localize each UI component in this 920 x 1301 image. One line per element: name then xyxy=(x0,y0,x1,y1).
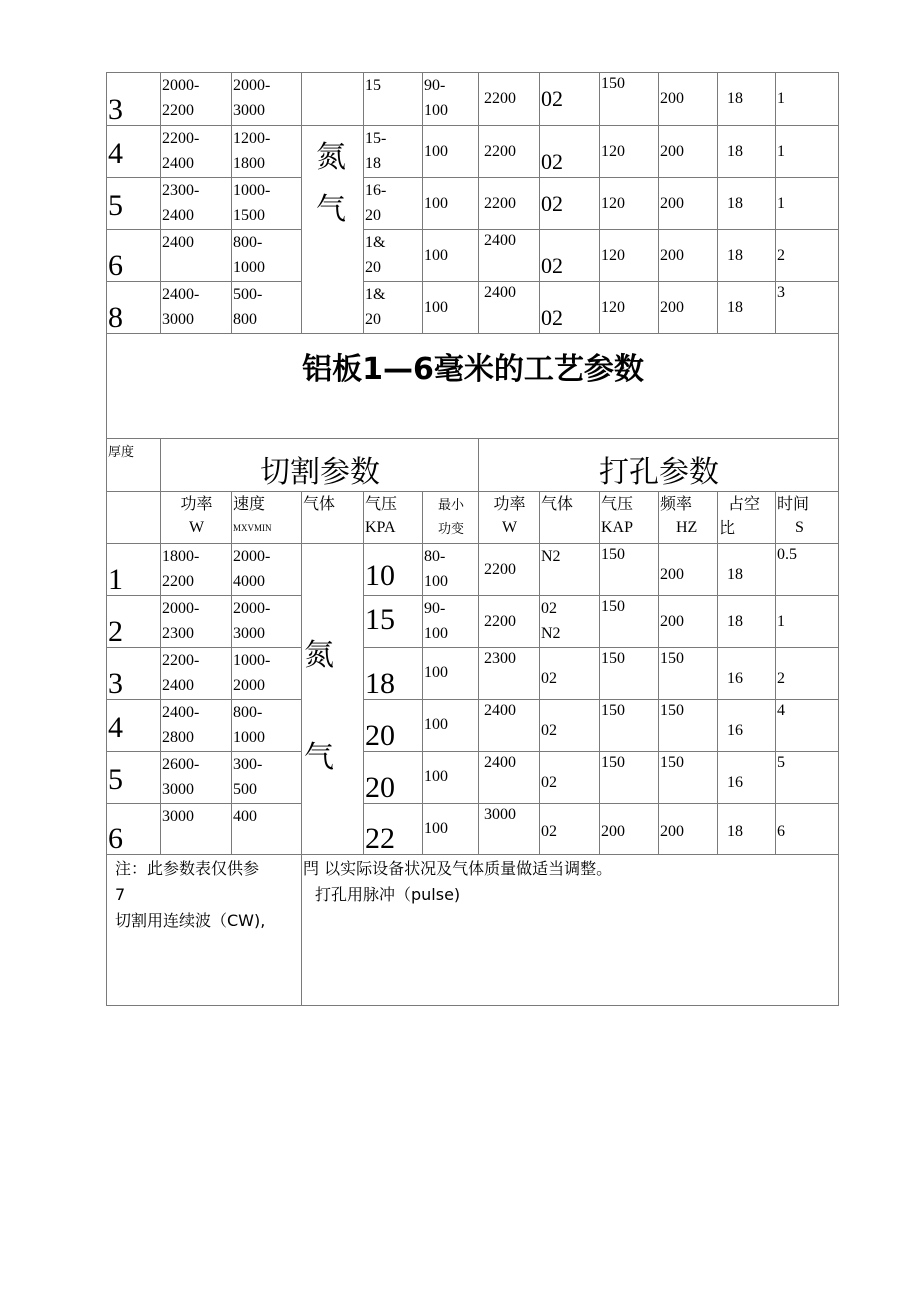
min-focus-value: 100 xyxy=(424,298,448,316)
pressure-value: 20 xyxy=(365,207,381,224)
gas-label-char: 气 xyxy=(316,192,346,227)
column-unit: S xyxy=(795,519,804,536)
power-value: 2000- xyxy=(162,77,200,94)
speed-value: 800- xyxy=(233,704,263,721)
pierce-power-value: 2200 xyxy=(484,612,516,630)
pressure-value: 15 xyxy=(365,603,395,636)
gas-label-char: 氮 xyxy=(316,140,346,175)
thickness-value: 1 xyxy=(108,563,123,596)
pierce-gas-value: 02 xyxy=(541,86,563,111)
power-value: 2000- xyxy=(162,600,200,617)
time-value: 1 xyxy=(777,90,785,107)
pierce-gas-value: 02 xyxy=(541,149,563,174)
pierce-power-value: 2200 xyxy=(484,90,516,107)
gas-cell-nitrogen xyxy=(302,126,364,334)
min-focus-value: 90- xyxy=(424,77,446,94)
frequency-value: 150 xyxy=(660,702,684,719)
pressure-value: 1& xyxy=(365,234,386,251)
speed-value: 300- xyxy=(233,756,263,773)
table-row xyxy=(107,700,839,752)
pierce-pressure-value: 120 xyxy=(601,298,625,316)
column-unit: KAP xyxy=(601,519,634,536)
note-line: 閂 以实际设备状况及气体质量做适当调整。 xyxy=(303,859,613,878)
speed-value: 1000 xyxy=(233,259,265,276)
pierce-gas-value: 02 xyxy=(541,600,557,617)
power-value: 2400 xyxy=(162,234,194,251)
pierce-gas-value: 02 xyxy=(541,721,557,739)
table-row xyxy=(107,282,839,334)
speed-value: 3000 xyxy=(233,625,265,642)
blank-header-cell xyxy=(107,492,161,544)
time-value: 1 xyxy=(777,194,785,212)
section-title: 铝板1—6毫米的工艺参数 xyxy=(302,352,644,387)
power-value: 2300- xyxy=(162,182,200,199)
table-row xyxy=(107,230,839,282)
time-value: 5 xyxy=(777,754,785,771)
thickness-value: 6 xyxy=(108,822,123,855)
column-unit: KPA xyxy=(365,519,396,536)
process-parameter-table xyxy=(106,72,839,1006)
speed-value: 500 xyxy=(233,781,257,798)
power-value: 2300 xyxy=(162,625,194,642)
min-focus-value: 100 xyxy=(424,716,448,733)
note-line: 打孔用脉冲（pulse) xyxy=(315,885,461,904)
column-header: 占空 xyxy=(728,494,761,513)
min-focus-value: 100 xyxy=(424,664,448,681)
speed-value: 800- xyxy=(233,234,263,251)
frequency-value: 200 xyxy=(660,298,684,316)
duty-value: 18 xyxy=(727,565,743,583)
frequency-value: 200 xyxy=(660,142,684,160)
power-value: 2600- xyxy=(162,756,200,773)
gas-cell-top xyxy=(302,73,364,126)
speed-value: 2000- xyxy=(233,600,271,617)
pressure-value: 15- xyxy=(365,130,387,147)
speed-value: 3000 xyxy=(233,102,265,119)
speed-value: 1500 xyxy=(233,207,265,224)
column-unit: W xyxy=(501,519,518,536)
column-header: 功率 xyxy=(493,494,526,513)
speed-value: 500- xyxy=(233,286,263,303)
pierce-pressure-value: 120 xyxy=(601,142,625,160)
speed-value: 1800 xyxy=(233,155,265,172)
table-row xyxy=(107,73,839,126)
pierce-pressure-value: 150 xyxy=(601,702,625,719)
duty-value: 18 xyxy=(727,194,743,212)
frequency-value: 150 xyxy=(660,650,684,667)
time-value: 6 xyxy=(777,822,785,840)
pierce-power-value: 2400 xyxy=(484,702,516,719)
column-header: 气压 xyxy=(601,494,634,513)
time-value: 3 xyxy=(777,284,785,301)
pierce-gas-value: N2 xyxy=(541,548,561,565)
thickness-value: 5 xyxy=(108,763,123,796)
pierce-power-value: 2200 xyxy=(484,142,516,160)
group-header-row xyxy=(107,439,839,492)
time-value: 2 xyxy=(777,669,785,687)
power-value: 3000 xyxy=(162,311,194,328)
speed-value: 800 xyxy=(233,311,257,328)
frequency-value: 150 xyxy=(660,754,684,771)
time-value: 1 xyxy=(777,612,785,630)
thickness-value: 8 xyxy=(108,301,123,334)
pierce-power-value: 2400 xyxy=(484,232,516,249)
duty-value: 18 xyxy=(727,246,743,264)
thickness-value: 2 xyxy=(108,615,123,648)
pierce-pressure-value: 150 xyxy=(601,754,625,771)
duty-value: 18 xyxy=(727,612,743,630)
table-row xyxy=(107,178,839,230)
time-value: 0.5 xyxy=(777,546,797,563)
table-row xyxy=(107,804,839,855)
thickness-value: 4 xyxy=(108,137,123,170)
pierce-gas-value: 02 xyxy=(541,190,563,216)
pierce-power-value: 2200 xyxy=(484,560,516,578)
column-header: 气体 xyxy=(303,494,336,513)
speed-value: 1000 xyxy=(233,729,265,746)
column-header: 功率 xyxy=(180,494,213,513)
column-unit: W xyxy=(188,519,205,536)
duty-value: 16 xyxy=(727,669,743,687)
pierce-pressure-value: 150 xyxy=(601,546,625,563)
column-unit: HZ xyxy=(676,519,698,536)
pressure-value: 18 xyxy=(365,667,395,700)
power-value: 2400- xyxy=(162,286,200,303)
pierce-pressure-value: 150 xyxy=(601,75,625,92)
pressure-value: 20 xyxy=(365,311,381,328)
speed-value: 4000 xyxy=(233,573,265,590)
pierce-power-value: 3000 xyxy=(484,806,516,823)
power-value: 2200- xyxy=(162,130,200,147)
cutting-params-header: 切割参数 xyxy=(260,455,380,490)
pierce-gas-value: 02 xyxy=(541,822,557,840)
pierce-power-value: 2400 xyxy=(484,754,516,771)
time-value: 4 xyxy=(777,702,785,719)
pressure-value: 1& xyxy=(365,286,386,303)
speed-value: 1000- xyxy=(233,652,271,669)
column-header: 速度 xyxy=(233,494,266,513)
pressure-value: 20 xyxy=(365,259,381,276)
min-focus-value: 100 xyxy=(424,820,448,837)
pierce-pressure-value: 150 xyxy=(601,650,625,667)
min-focus-value: 100 xyxy=(424,142,448,160)
duty-value: 16 xyxy=(727,773,743,791)
power-value: 2200 xyxy=(162,102,194,119)
min-focus-value: 100 xyxy=(424,194,448,212)
duty-value: 18 xyxy=(727,142,743,160)
pierce-gas-value: 02 xyxy=(541,253,563,278)
pierce-pressure-value: 150 xyxy=(601,598,625,615)
pierce-gas-value: 02 xyxy=(541,305,563,330)
gas-label-char: 氮 xyxy=(304,638,334,673)
pierce-power-value: 2200 xyxy=(484,194,516,212)
time-value: 2 xyxy=(777,246,785,264)
time-value: 1 xyxy=(777,142,785,160)
min-focus-value: 100 xyxy=(424,102,448,119)
column-header: 频率 xyxy=(660,494,693,513)
power-value: 2200 xyxy=(162,573,194,590)
duty-value: 16 xyxy=(727,721,743,739)
min-focus-value: 90- xyxy=(424,600,446,617)
thickness-value: 3 xyxy=(108,667,123,700)
column-header: 气体 xyxy=(541,494,574,513)
pressure-value: 18 xyxy=(365,155,381,172)
speed-value: 2000 xyxy=(233,677,265,694)
pierce-pressure-value: 120 xyxy=(601,194,625,212)
pressure-value: 15 xyxy=(365,77,381,94)
min-focus-value: 100 xyxy=(424,625,448,642)
pierce-gas-value: 02 xyxy=(541,669,557,687)
power-value: 3000 xyxy=(162,781,194,798)
column-unit: 比 xyxy=(719,518,736,537)
column-header: 时间 xyxy=(777,494,810,513)
pressure-value: 20 xyxy=(365,719,395,752)
piercing-params-header: 打孔参数 xyxy=(599,455,719,490)
frequency-value: 200 xyxy=(660,822,684,840)
pressure-value: 22 xyxy=(365,822,395,855)
column-header: 气压 xyxy=(365,494,398,513)
thickness-header: 厚度 xyxy=(108,445,135,460)
thickness-value: 6 xyxy=(108,249,123,282)
gas-label-char: 气 xyxy=(304,740,334,775)
power-value: 2400 xyxy=(162,155,194,172)
pressure-value: 10 xyxy=(365,559,395,592)
column-header-row xyxy=(107,492,839,544)
table-row xyxy=(107,544,839,596)
pressure-value: 20 xyxy=(365,771,395,804)
notes-row xyxy=(107,855,839,1006)
pressure-value: 16- xyxy=(365,182,387,199)
table-row xyxy=(107,126,839,178)
table-row xyxy=(107,596,839,648)
frequency-value: 200 xyxy=(660,246,684,264)
note-line: 切割用连续波（CW), xyxy=(115,911,266,930)
power-value: 3000 xyxy=(162,808,194,825)
power-value: 2400 xyxy=(162,677,194,694)
pierce-gas-value: N2 xyxy=(541,625,561,642)
section-title-row xyxy=(107,334,839,439)
thickness-value: 3 xyxy=(108,93,123,126)
power-value: 2400- xyxy=(162,704,200,721)
pierce-pressure-value: 120 xyxy=(601,246,625,264)
min-focus-value: 100 xyxy=(424,573,448,590)
table-row xyxy=(107,752,839,804)
frequency-value: 200 xyxy=(660,194,684,212)
duty-value: 18 xyxy=(727,822,743,840)
power-value: 2200- xyxy=(162,652,200,669)
power-value: 2800 xyxy=(162,729,194,746)
gas-cell-nitrogen xyxy=(302,544,364,855)
power-value: 2400 xyxy=(162,207,194,224)
column-unit: MXVMIN xyxy=(233,523,272,533)
table-row xyxy=(107,648,839,700)
pierce-power-value: 2400 xyxy=(484,284,516,301)
speed-value: 2000- xyxy=(233,548,271,565)
duty-value: 18 xyxy=(727,90,743,107)
note-line: 7 xyxy=(115,885,126,904)
frequency-value: 200 xyxy=(660,612,684,630)
pierce-gas-value: 02 xyxy=(541,773,557,791)
speed-value: 400 xyxy=(233,808,257,825)
speed-value: 1000- xyxy=(233,182,271,199)
frequency-value: 200 xyxy=(660,90,684,107)
speed-value: 2000- xyxy=(233,77,271,94)
column-header: 最小 xyxy=(437,498,464,513)
thickness-value: 4 xyxy=(108,711,123,744)
column-unit: 功变 xyxy=(437,522,464,537)
note-line: 注：此参数表仅供参 xyxy=(115,859,260,878)
min-focus-value: 100 xyxy=(424,246,448,264)
speed-value: 1200- xyxy=(233,130,271,147)
frequency-value: 200 xyxy=(660,565,684,583)
pierce-pressure-value: 200 xyxy=(601,822,625,840)
pierce-power-value: 2300 xyxy=(484,650,516,667)
duty-value: 18 xyxy=(727,298,743,316)
power-value: 1800- xyxy=(162,548,200,565)
min-focus-value: 100 xyxy=(424,768,448,785)
min-focus-value: 80- xyxy=(424,548,446,565)
thickness-value: 5 xyxy=(108,189,123,222)
